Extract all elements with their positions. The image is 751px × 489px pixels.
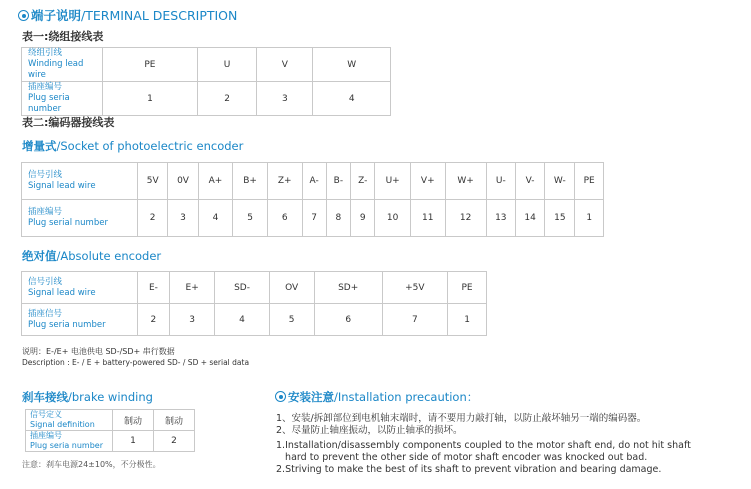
winding-table <box>21 47 391 116</box>
incremental-title-cn: 增量式 <box>22 139 57 153</box>
incremental-lead-label: 信号引线 Signal lead wire <box>22 163 138 200</box>
header-title-cn: 端子说明 <box>31 8 82 23</box>
incremental-table <box>21 162 604 237</box>
brake-title-cn: 刹车接线 <box>22 390 68 404</box>
section-header <box>18 6 237 24</box>
winding-lead-cell: U <box>197 48 256 82</box>
precaution-title-en: /Installation precaution： <box>334 390 479 404</box>
incremental-plug-cell: 15 <box>545 200 575 237</box>
header-title-en: /TERMINAL DESCRIPTION <box>81 8 238 23</box>
incremental-lead-cell: Z+ <box>267 163 302 200</box>
precaution-line: hard to prevent the other side of motor shaft encoder was knocked out bad. <box>276 452 648 463</box>
brake-plug-cell: 1 <box>113 431 154 452</box>
brake-lead-label: 信号定义 Signal definition <box>26 410 113 431</box>
incremental-plug-cell: 5 <box>233 200 268 237</box>
brake-note: 注意：刹车电源24±10%，不分极性。 <box>22 460 161 469</box>
brake-plug-cell: 2 <box>154 431 195 452</box>
winding-lead-cell: W <box>313 48 391 82</box>
incremental-lead-cell: W+ <box>445 163 486 200</box>
absolute-lead-cell: SD- <box>215 272 269 304</box>
brake-lead-cell: 制动 <box>154 410 195 431</box>
incremental-title-en: /Socket of photoelectric encoder <box>56 139 244 153</box>
incremental-lead-cell: V- <box>515 163 544 200</box>
incremental-lead-cell: B+ <box>233 163 268 200</box>
table2-caption: 表二:编码器接线表 <box>22 116 115 129</box>
absolute-lead-cell: +5V <box>382 272 447 304</box>
incremental-plug-cell: 11 <box>410 200 445 237</box>
brake-lead-cell: 制动 <box>113 410 154 431</box>
absolute-plug-cell: 6 <box>314 304 382 336</box>
precaution-line: 1、安装/拆卸部位到电机轴末端时，请不要用力敲打轴，以防止敲坏轴另一端的编码器。 <box>276 413 647 424</box>
target-circle-icon <box>275 391 286 402</box>
incremental-lead-cell: U- <box>486 163 515 200</box>
absolute-plug-cell: 4 <box>215 304 269 336</box>
incremental-plug-cell: 7 <box>302 200 326 237</box>
incremental-plug-cell: 12 <box>445 200 486 237</box>
incremental-lead-cell: U+ <box>375 163 411 200</box>
winding-plug-cell: 4 <box>313 82 391 116</box>
incremental-lead-cell: A- <box>302 163 326 200</box>
absolute-title-cn: 绝对值 <box>22 249 57 263</box>
absolute-note-cn: 说明：E-/E+ 电池供电 SD-/SD+ 串行数据 <box>22 347 175 356</box>
incremental-header <box>22 138 243 154</box>
incremental-plug-cell: 1 <box>575 200 604 237</box>
absolute-lead-label: 信号引线 Signal lead wire <box>22 272 138 304</box>
absolute-plug-cell: 1 <box>448 304 487 336</box>
precaution-header <box>275 389 478 405</box>
brake-header <box>22 389 153 405</box>
incremental-lead-cell: V+ <box>410 163 445 200</box>
winding-lead-label: 绕组引线 Winding lead wire <box>22 48 103 82</box>
incremental-lead-cell: B- <box>326 163 351 200</box>
absolute-lead-cell: E- <box>138 272 170 304</box>
winding-plug-cell: 1 <box>103 82 198 116</box>
incremental-lead-cell: W- <box>545 163 575 200</box>
incremental-lead-cell: Z- <box>351 163 375 200</box>
incremental-lead-cell: A+ <box>198 163 233 200</box>
incremental-lead-cell: 5V <box>138 163 168 200</box>
incremental-plug-cell: 10 <box>375 200 411 237</box>
absolute-table <box>21 271 487 336</box>
winding-lead-cell: V <box>257 48 313 82</box>
incremental-plug-cell: 8 <box>326 200 351 237</box>
incremental-plug-cell: 3 <box>168 200 198 237</box>
winding-plug-label: 插座编号 Plug seria number <box>22 82 103 116</box>
absolute-lead-cell: E+ <box>169 272 215 304</box>
incremental-plug-label: 插座编号 Plug serial number <box>22 200 138 237</box>
winding-lead-cell: PE <box>103 48 198 82</box>
winding-plug-cell: 3 <box>257 82 313 116</box>
incremental-plug-cell: 14 <box>515 200 544 237</box>
absolute-title-en: /Absolute encoder <box>56 249 162 263</box>
target-circle-icon <box>18 10 29 21</box>
table1-caption: 表一:绕组接线表 <box>22 30 104 43</box>
brake-title-en: /brake winding <box>68 390 153 404</box>
incremental-plug-cell: 13 <box>486 200 515 237</box>
absolute-plug-cell: 7 <box>382 304 447 336</box>
precaution-line: 2.Striving to make the best of its shaft to prevent vibration and bearing damage. <box>276 464 662 475</box>
incremental-plug-cell: 6 <box>267 200 302 237</box>
absolute-plug-cell: 3 <box>169 304 215 336</box>
precaution-line: 1.Installation/disassembly components coupled to the motor shaft end, do not hit shaft <box>276 440 691 451</box>
brake-plug-label: 插座编号 Plug seria number <box>26 431 113 452</box>
incremental-plug-cell: 9 <box>351 200 375 237</box>
absolute-plug-label: 插座信号 Plug seria number <box>22 304 138 336</box>
absolute-note-en: Description : E- / E + battery-powered SD- / SD + serial data <box>22 358 250 367</box>
absolute-header <box>22 248 161 264</box>
winding-plug-cell: 2 <box>197 82 256 116</box>
incremental-lead-cell: PE <box>575 163 604 200</box>
precaution-title-cn: 安装注意 <box>288 390 334 404</box>
absolute-lead-cell: OV <box>269 272 314 304</box>
incremental-plug-cell: 4 <box>198 200 233 237</box>
absolute-lead-cell: SD+ <box>314 272 382 304</box>
brake-table <box>25 409 195 452</box>
incremental-lead-cell: 0V <box>168 163 198 200</box>
incremental-plug-cell: 2 <box>138 200 168 237</box>
precaution-line: 2、尽量防止轴座振动，以防止轴承的损坏。 <box>276 425 463 436</box>
absolute-plug-cell: 5 <box>269 304 314 336</box>
absolute-plug-cell: 2 <box>138 304 170 336</box>
absolute-lead-cell: PE <box>448 272 487 304</box>
